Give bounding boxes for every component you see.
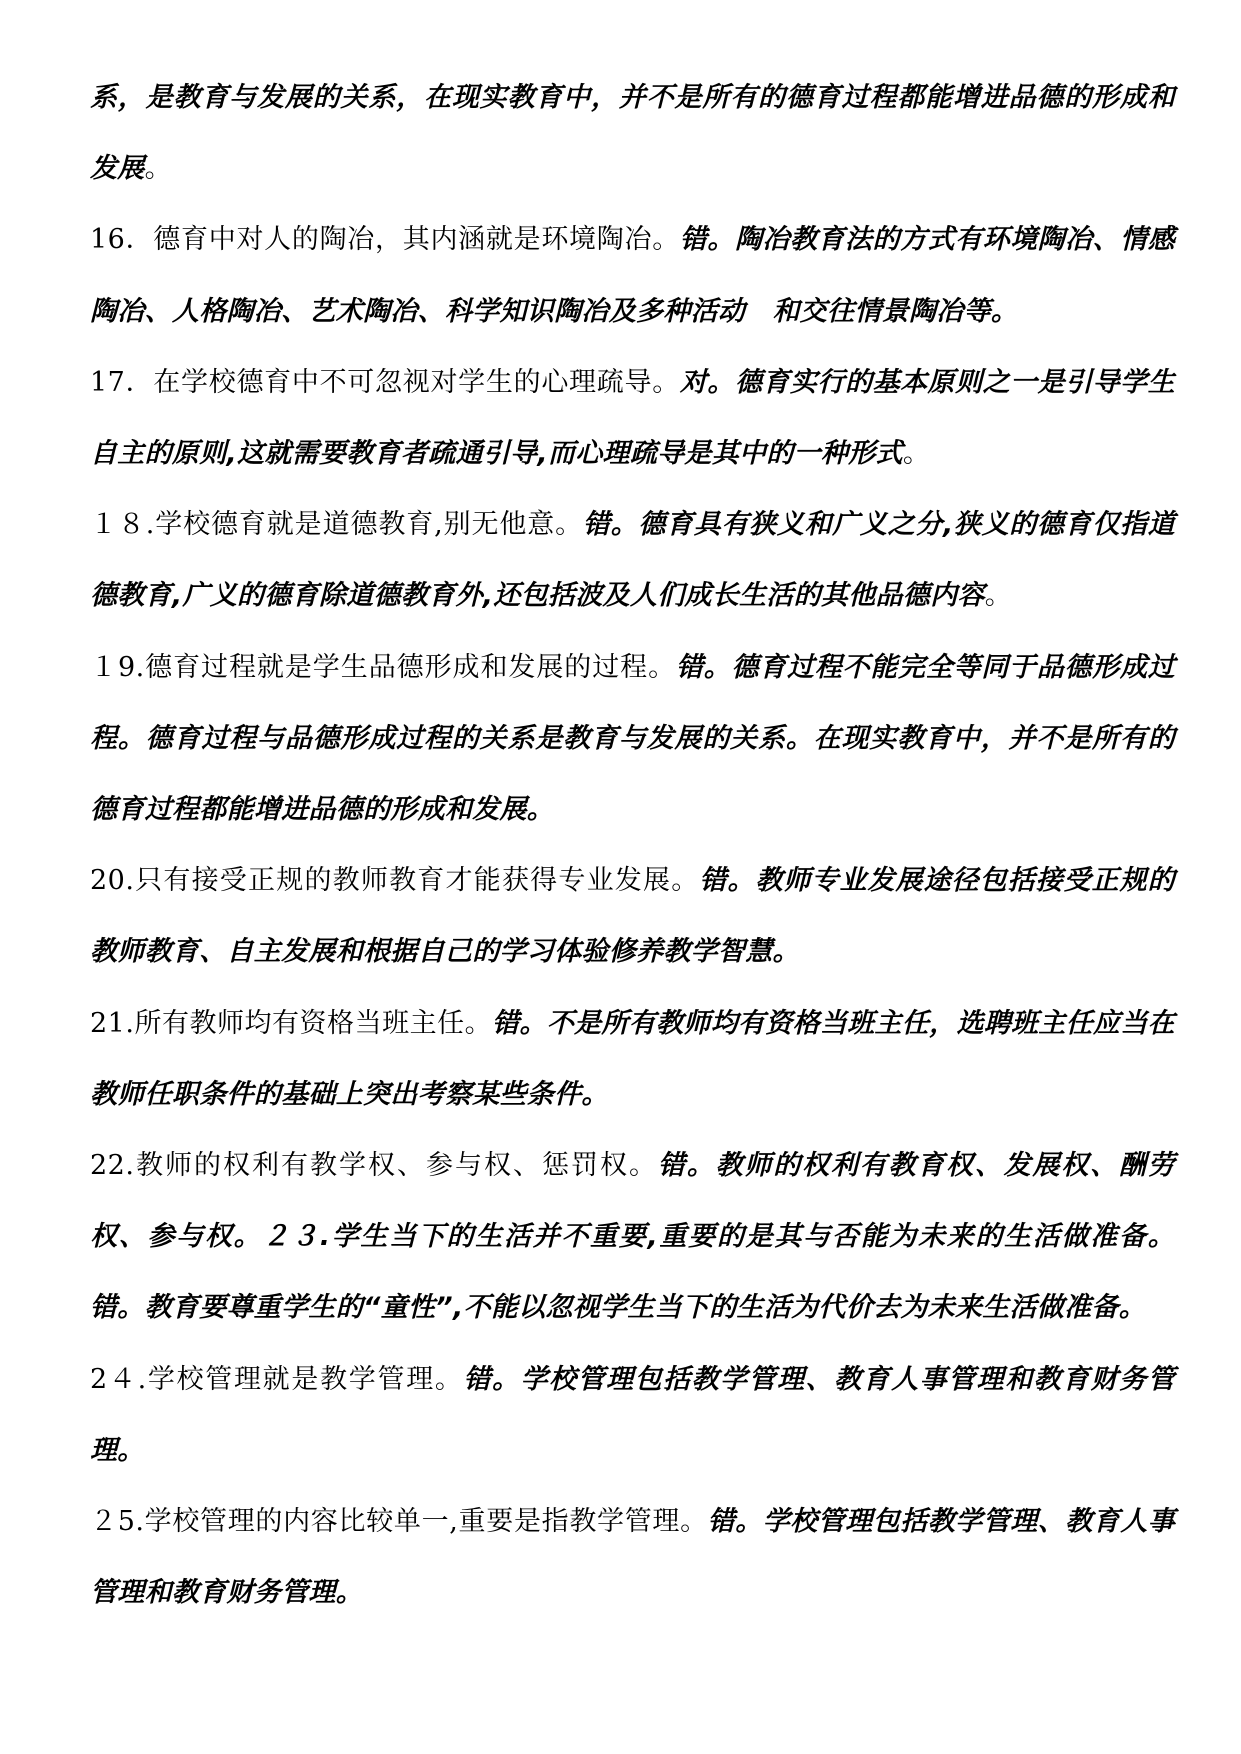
answer-text: 对。德育实行的基本原则之一是引导学生自主的原则,这就需要教育者疏通引导,而心理疏导是其中的一种形式 — [90, 366, 1175, 470]
document-page — [90, 62, 1175, 1628]
question-text: 16．德育中对人的陶冶，其内涵就是环境陶冶。 — [90, 224, 680, 256]
question-17 — [90, 347, 1175, 489]
question-text: ２5.学校管理的内容比较单一,重要是指教学管理。 — [90, 1506, 708, 1538]
answer-text: 错。教师专业发展途径包括接受正规的教师教育、自主发展和根据自己的学习体验修养教学智慧。 — [90, 865, 1175, 968]
answer-end-punct: 。 — [144, 153, 173, 185]
answer-text: 错。德育过程不能完全等同于品德形成过程。德育过程与品德形成过程的关系是教育与发展的关系。在现实教育中，并不是所有的德育过程都能增进品德的形成和发展。 — [90, 651, 1175, 826]
answer-text: 错。教师的权利有教育权、发展权、酬劳权、参与权。２３.学生当下的生活并不重要,重要的是其与否能为未来的生活做准备。错。教育要尊重学生的“童性”,不能以忽视学生当下的生活为代价去为未来生活做准备。 — [90, 1150, 1175, 1324]
question-text: １８.学校德育就是道德教育,别无他意。 — [90, 509, 584, 541]
question-text: 20.只有接受正规的教师教育才能获得专业发展。 — [90, 865, 700, 897]
question-text: 22.教师的权利有教学权、参与权、惩罚权。 — [90, 1150, 659, 1182]
question-20 — [90, 845, 1175, 987]
answer-text: 错。德育具有狭义和广义之分,狭义的德育仅指道德教育,广义的德育除道德教育外,还包括波及人们成长生活的其他品德内容 — [90, 509, 1175, 612]
question-18 — [90, 489, 1175, 631]
answer-end-punct: 。 — [984, 580, 1013, 612]
question-22-23 — [90, 1130, 1175, 1344]
answer-text: 系，是教育与发展的关系，在现实教育中，并不是所有的德育过程都能增进品德的形成和发展 — [90, 82, 1175, 185]
question-19 — [90, 632, 1175, 846]
question-21 — [90, 988, 1175, 1130]
question-text: 21.所有教师均有资格当班主任。 — [90, 1007, 493, 1039]
answer-continuation — [90, 62, 1175, 204]
answer-text: 错。学校管理包括教学管理、教育人事管理和教育财务管理。 — [90, 1363, 1176, 1466]
answer-text: 错。不是所有教师均有资格当班主任，选聘班主任应当在教师任职条件的基础上突出考察某些条件。 — [90, 1007, 1175, 1110]
question-16 — [90, 204, 1175, 346]
answer-end-punct: 。 — [902, 438, 931, 470]
question-text: 17．在学校德育中不可忽视对学生的心理疏导。 — [90, 366, 680, 398]
answer-text: 错。学校管理包括教学管理、教育人事管理和教育财务管理。 — [90, 1506, 1175, 1609]
question-text: 2４.学校管理就是教学管理。 — [90, 1363, 464, 1395]
question-text: １9.德育过程就是学生品德形成和发展的过程。 — [90, 651, 677, 683]
answer-text: 错。陶冶教育法的方式有环境陶冶、情感陶冶、人格陶冶、艺术陶冶、科学知识陶冶及多种活动 和交往情景陶冶等。 — [90, 224, 1175, 327]
question-24 — [90, 1344, 1175, 1486]
question-25 — [90, 1486, 1175, 1628]
